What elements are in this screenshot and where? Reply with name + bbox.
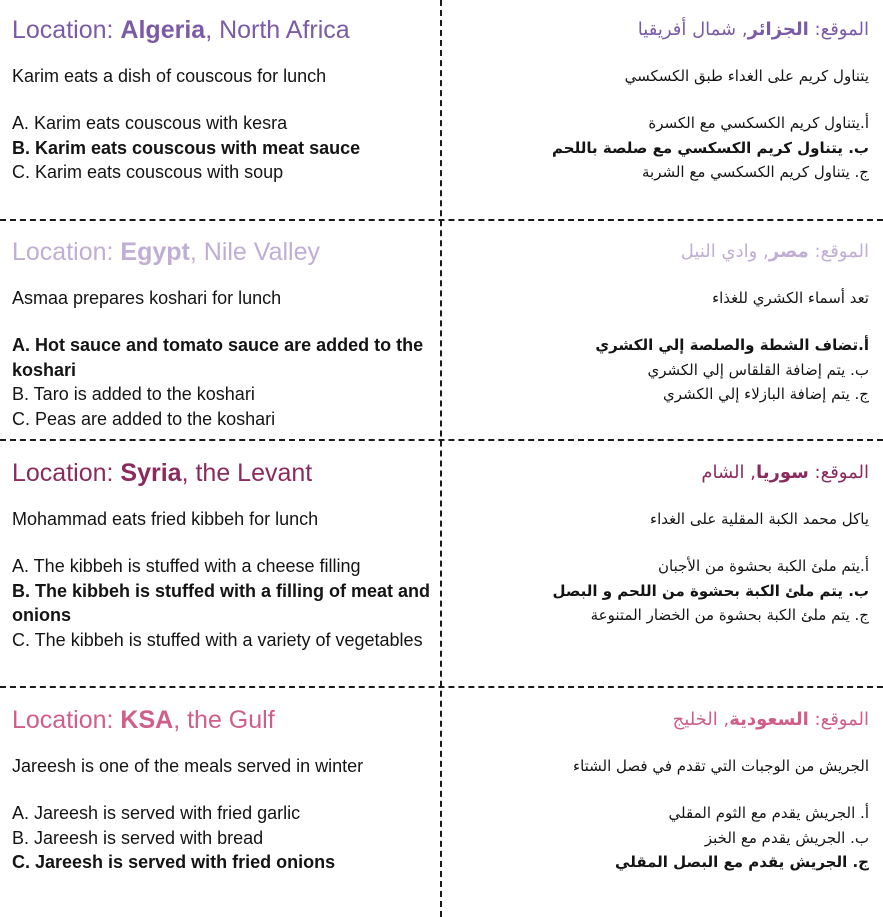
location-country: مصر	[768, 241, 809, 262]
location-prefix: الموقع:	[808, 462, 869, 483]
vertical-divider	[440, 0, 442, 917]
option-a: A. The kibbeh is stuffed with a cheese filling	[12, 556, 361, 576]
horizontal-divider-3	[0, 686, 883, 688]
option-a: أ.يتم ملئ الكبة بحشوة من الأجبان	[658, 557, 869, 575]
location-prefix: Location:	[12, 706, 121, 734]
option-b-correct: B. The kibbeh is stuffed with a filling of meat and onions	[12, 580, 431, 625]
option-b: ب. الجريش يقدم مع الخبز	[704, 828, 869, 847]
question-text: Jareesh is one of the meals served in winter	[12, 756, 364, 776]
options-list	[12, 333, 432, 431]
location-country: Algeria	[120, 16, 206, 44]
question-text: Asmaa prepares koshari for lunch	[12, 288, 282, 308]
options-list	[12, 111, 432, 185]
location-country: سوريا	[755, 462, 809, 483]
card-egypt-english	[12, 237, 432, 431]
options-list	[454, 111, 869, 185]
options-list	[12, 801, 432, 875]
option-c: C. The kibbeh is stuffed with a variety of vegetables	[12, 629, 423, 650]
card-ksa-arabic	[454, 705, 869, 875]
option-a-correct: أ.تضاف الشطة والصلصة إلي الكشري	[595, 336, 869, 354]
option-c-correct: ج. الجريش يقدم مع البصل المقلي	[615, 853, 869, 871]
location-region: , الشام	[701, 462, 756, 483]
location-heading	[12, 458, 432, 488]
location-country: KSA	[120, 706, 174, 734]
location-region: , Nile Valley	[189, 238, 321, 266]
option-b: ب. يتم إضافة القلقاس إلي الكشري	[647, 360, 869, 379]
location-heading	[454, 15, 869, 45]
option-a: أ.يتناول كريم الكسكسي مع الكسرة	[648, 114, 869, 132]
option-c-correct: C. Jareesh is served with fried onions	[12, 852, 336, 872]
location-heading	[454, 705, 869, 735]
horizontal-divider-1	[0, 219, 883, 221]
location-country: Syria	[120, 459, 182, 487]
location-heading	[12, 705, 432, 735]
option-b-correct: ب. يتناول كريم الكسكسي مع صلصة باللحم	[552, 138, 869, 157]
location-prefix: Location:	[12, 459, 121, 487]
card-algeria-arabic	[454, 15, 869, 185]
location-region: , شمال أفريقيا	[637, 19, 748, 40]
options-list	[12, 554, 432, 652]
option-a: A. Jareesh is served with fried garlic	[12, 803, 301, 823]
option-c: ج. يتم إضافة البازلاء إلي الكشري	[662, 385, 869, 403]
question-text: Karim eats a dish of couscous for lunch	[12, 66, 327, 86]
option-c: C. Peas are added to the koshari	[12, 408, 276, 429]
card-egypt-arabic	[454, 237, 869, 407]
location-prefix: الموقع:	[808, 709, 869, 730]
location-region: , the Levant	[181, 459, 313, 487]
location-country: الجزائر	[747, 19, 809, 40]
option-a-correct: A. Hot sauce and tomato sauce are added to the koshari	[12, 335, 424, 380]
question-text: ياكل محمد الكبة المقلية على الغداء	[650, 510, 869, 528]
option-b-correct: B. Karim eats couscous with meat sauce	[12, 137, 361, 158]
option-a: أ. الجريش يقدم مع الثوم المقلي	[668, 804, 869, 822]
location-heading	[12, 15, 432, 45]
location-prefix: الموقع:	[808, 241, 869, 262]
card-ksa-english	[12, 705, 432, 875]
location-country: السعودية	[729, 709, 809, 730]
option-c: ج. يتناول كريم الكسكسي مع الشربة	[641, 163, 869, 181]
card-syria-arabic	[454, 458, 869, 628]
question-text: الجريش من الوجبات التي تقدم في فصل الشتاء	[573, 757, 869, 775]
location-region: , North Africa	[205, 16, 350, 44]
option-b: B. Taro is added to the koshari	[12, 384, 255, 404]
location-prefix: الموقع:	[808, 19, 869, 40]
location-prefix: Location:	[12, 238, 121, 266]
options-list	[454, 801, 869, 875]
options-list	[454, 333, 869, 407]
location-heading	[454, 237, 869, 267]
location-region: , the Gulf	[173, 706, 275, 734]
location-heading	[454, 458, 869, 488]
question-text: Mohammad eats fried kibbeh for lunch	[12, 509, 319, 529]
location-region: , الخليج	[672, 709, 730, 730]
card-algeria-english	[12, 15, 432, 185]
option-c: C. Karim eats couscous with soup	[12, 162, 284, 182]
horizontal-divider-2	[0, 439, 883, 441]
question-text: تعد أسماء الكشري للغذاء	[712, 289, 869, 307]
location-region: , وادي النيل	[680, 241, 769, 262]
option-b: B. Jareesh is served with bread	[12, 827, 264, 848]
location-heading	[12, 237, 432, 267]
option-c: ج. يتم ملئ الكبة بحشوة من الخضار المتنوعة	[590, 606, 869, 624]
options-list	[454, 554, 869, 628]
location-country: Egypt	[120, 238, 190, 266]
option-b-correct: ب. يتم ملئ الكبة بحشوة من اللحم و البصل	[552, 581, 869, 600]
card-syria-english	[12, 458, 432, 652]
question-text: يتناول كريم على الغداء طبق الكسكسي	[624, 67, 869, 85]
option-a: A. Karim eats couscous with kesra	[12, 113, 288, 133]
location-prefix: Location:	[12, 16, 121, 44]
